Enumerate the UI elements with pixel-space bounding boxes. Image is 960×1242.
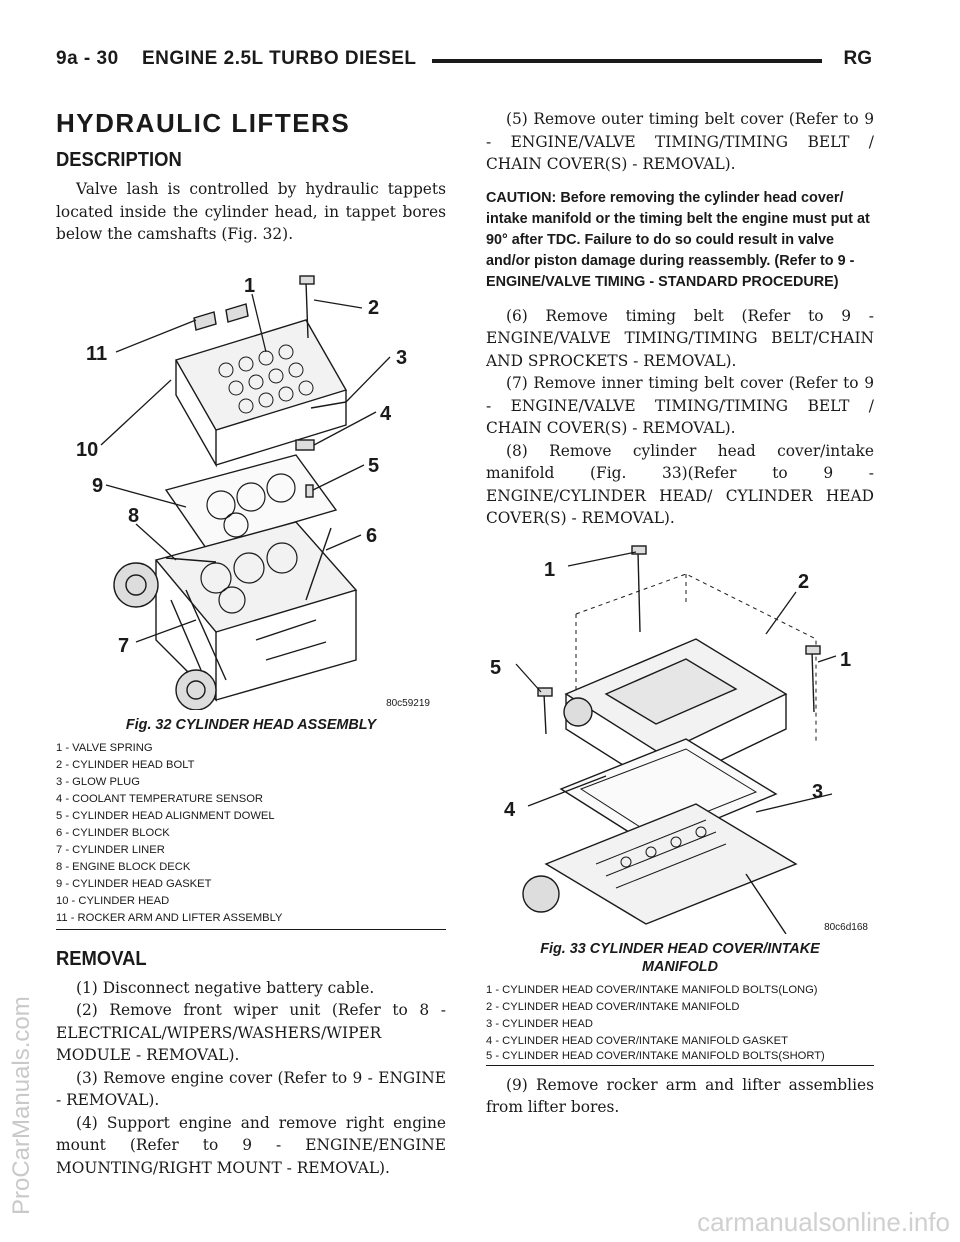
callout-6: 6 <box>366 524 378 547</box>
legend-item: 9 - CYLINDER HEAD GASKET <box>56 877 212 890</box>
callout-5: 5 <box>490 656 502 679</box>
legend-item: 2 - CYLINDER HEAD BOLT <box>56 758 195 771</box>
legend-item: 6 - CYLINDER BLOCK <box>56 826 170 839</box>
legend-item: 2 - CYLINDER HEAD COVER/INTAKE MANIFOLD <box>486 1000 740 1013</box>
page-number: 9a - 30 <box>56 48 119 69</box>
callout-3: 3 <box>396 346 408 369</box>
bottom-watermark: carmanualsonline.info <box>697 1207 950 1237</box>
legend-item: 3 - CYLINDER HEAD <box>486 1017 593 1030</box>
callout-9: 9 <box>92 474 104 497</box>
page-header <box>56 46 872 76</box>
callout-1-long-right: 1 <box>840 648 852 671</box>
figure-33-code: 80c6d168 <box>824 921 868 933</box>
header-code: RG <box>843 48 872 69</box>
removal-step-8: (8) Remove cylinder head cover/intake manifold (Fig. 33)(Refer to 9 - ENGINE/CYLINDER HEAD/ CYLINDER HEAD COVER(S) - REMOVAL). <box>486 441 874 527</box>
legend-item: 1 - CYLINDER HEAD COVER/INTAKE MANIFOLD BOLTS(LONG) <box>486 983 818 996</box>
removal-step-1: (1) Disconnect negative battery cable. <box>76 978 375 997</box>
removal-step-7: (7) Remove inner timing belt cover (Refer to 9 - ENGINE/VALVE TIMING/TIMING BELT / CHAIN COVER(S) - REMOVAL). <box>486 374 874 437</box>
header-rule <box>432 59 822 63</box>
removal-step-6: (6) Remove timing belt (Refer to 9 - ENGINE/VALVE TIMING/TIMING BELT/CHAIN AND SPROCKETS - REMOVAL). <box>486 306 874 370</box>
description-heading: DESCRIPTION <box>56 149 182 171</box>
section-title: HYDRAULIC LIFTERS <box>56 108 351 138</box>
figure-33 <box>486 544 874 1066</box>
figure-33-rule <box>486 1065 874 1066</box>
cylinder-head-assembly-illustration <box>56 260 446 710</box>
left-column <box>56 108 446 1179</box>
removal-step-4: (4) Support engine and remove right engine mount (Refer to 9 - ENGINE/ENGINE MOUNTING/RIGHT MOUNT - REMOVAL). <box>56 1113 446 1177</box>
legend-item: 4 - CYLINDER HEAD COVER/INTAKE MANIFOLD GASKET <box>486 1034 788 1047</box>
legend-item: 7 - CYLINDER LINER <box>56 843 165 856</box>
callout-5: 5 <box>368 454 380 477</box>
callout-4: 4 <box>380 402 392 425</box>
legend-item: 3 - GLOW PLUG <box>56 775 140 788</box>
callout-7: 7 <box>118 634 130 657</box>
callout-1: 1 <box>244 274 256 297</box>
header-title: ENGINE 2.5L TURBO DIESEL <box>142 48 417 69</box>
callout-10: 10 <box>76 438 99 461</box>
callout-1-long: 1 <box>544 558 556 581</box>
legend-item: 1 - VALVE SPRING <box>56 741 153 754</box>
callout-2: 2 <box>798 570 810 593</box>
legend-item: 10 - CYLINDER HEAD <box>56 894 170 907</box>
figure-32-rule <box>56 929 446 930</box>
figure-32-code: 80c59219 <box>386 697 430 709</box>
callout-4: 4 <box>504 798 516 821</box>
legend-item: 8 - ENGINE BLOCK DECK <box>56 860 191 873</box>
side-watermark: ProCarManuals.com <box>8 996 35 1215</box>
legend-item: 4 - COOLANT TEMPERATURE SENSOR <box>56 792 264 805</box>
figure-33-legend <box>486 982 874 1063</box>
removal-heading: REMOVAL <box>56 947 147 970</box>
callout-8: 8 <box>128 504 140 527</box>
figure-32-legend <box>56 740 446 927</box>
callout-11: 11 <box>86 342 108 365</box>
callout-2: 2 <box>368 296 380 319</box>
caution-note: CAUTION: Before removing the cylinder head cover/ intake manifold or the timing belt the engine must put at 90° after TDC. Failure to do so could result in valve and/or piston damage during reassembly. (Refer to 9 - ENGINE/VALVE TIMING - STANDARD PROCEDURE) <box>486 189 870 290</box>
cylinder-head-cover-illustration <box>486 544 874 934</box>
figure-32-caption: Fig. 32 CYLINDER HEAD ASSEMBLY <box>125 716 377 733</box>
right-column <box>486 108 874 1119</box>
removal-step-5: (5) Remove outer timing belt cover (Refer to 9 - ENGINE/VALVE TIMING/TIMING BELT / CHAIN COVER(S) - REMOVAL). <box>486 110 874 173</box>
description-text: Valve lash is controlled by hydraulic tappets located inside the cylinder head, in tappet bores below the camshafts (Fig. 32). <box>56 180 446 243</box>
legend-item: 5 - CYLINDER HEAD ALIGNMENT DOWEL <box>56 809 275 822</box>
legend-item: 5 - CYLINDER HEAD COVER/INTAKE MANIFOLD BOLTS(SHORT) <box>486 1049 825 1062</box>
callout-3: 3 <box>812 780 824 803</box>
removal-step-9: (9) Remove rocker arm and lifter assemblies from lifter bores. <box>486 1075 874 1116</box>
legend-item: 11 - ROCKER ARM AND LIFTER ASSEMBLY <box>56 911 283 924</box>
figure-33-caption: Fig. 33 CYLINDER HEAD COVER/INTAKE MANIFOLD <box>540 940 820 975</box>
removal-step-2: (2) Remove front wiper unit (Refer to 8 - ELECTRICAL/WIPERS/WASHERS/WIPER MODULE - REMOVAL). <box>56 1001 446 1064</box>
figure-32 <box>56 260 446 930</box>
removal-step-3: (3) Remove engine cover (Refer to 9 - ENGINE - REMOVAL). <box>56 1068 446 1109</box>
